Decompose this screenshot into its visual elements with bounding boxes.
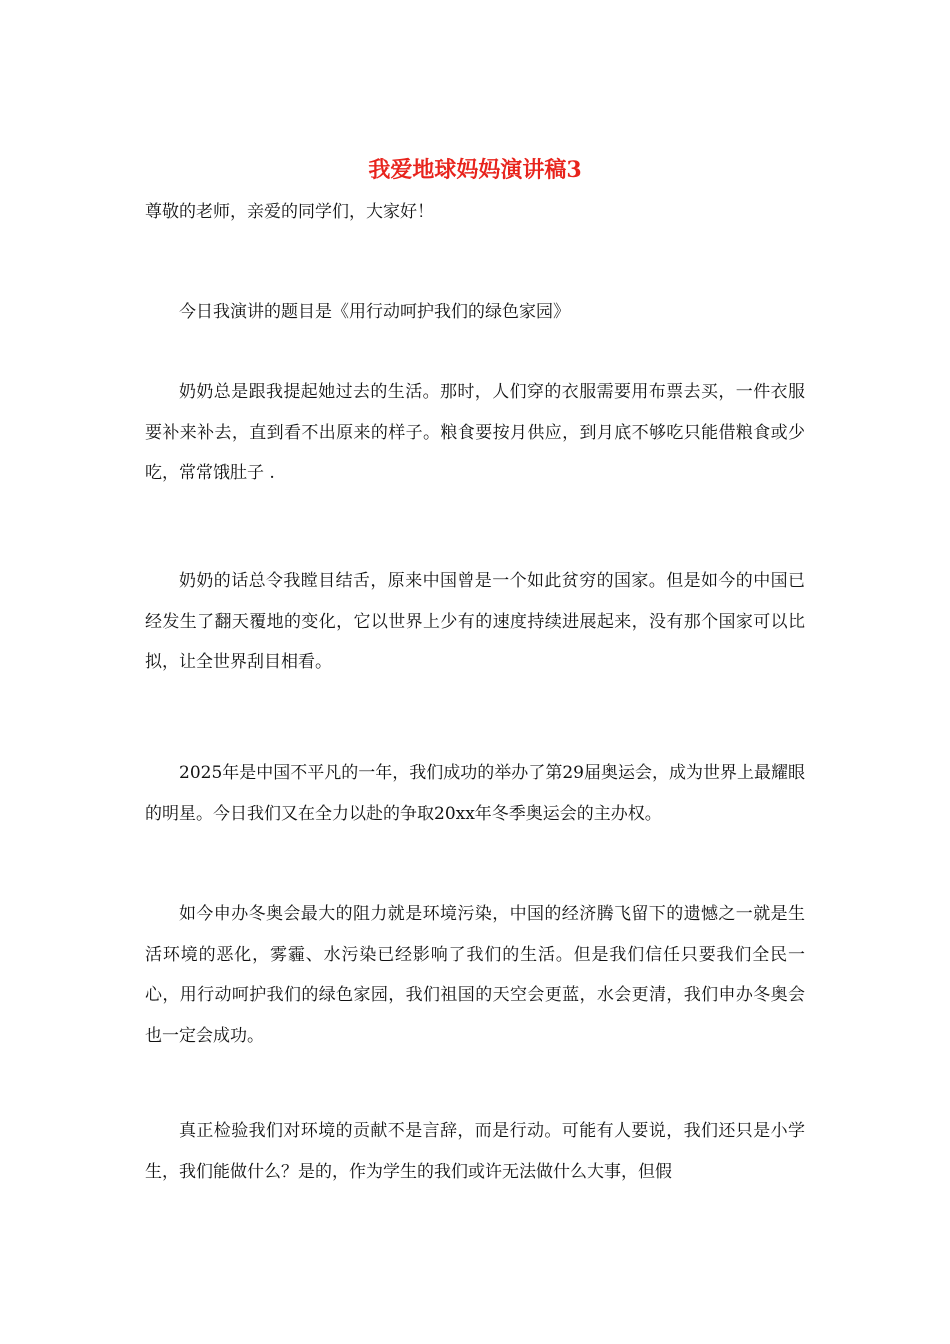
paragraph-pollution: 如今申办冬奥会最大的阻力就是环境污染，中国的经济腾飞留下的遗憾之一就是生活环境的恶化，雾霾、水污染已经影响了我们的生活。但是我们信任只要我们全民一心，用行动呵护我们的绿色家园，我们祖国的天空会更蓝，水会更清，我们申办冬奥会也一定会成功。 bbox=[145, 904, 805, 1046]
greeting-line: 尊敬的老师，亲爱的同学们，大家好！ bbox=[145, 202, 434, 222]
paragraph-china-change: 奶奶的话总令我瞠目结舌，原来中国曾是一个如此贫穷的国家。但是如今的中国已经发生了翻天覆地的变化，它以世界上少有的速度持续进展起来，没有那个国家可以比拟，让全世界刮目相看。 bbox=[145, 571, 805, 672]
paragraph-speech-topic: 今日我演讲的题目是《用行动呵护我们的绿色家园》 bbox=[179, 302, 570, 322]
paragraph-grandma-past: 奶奶总是跟我提起她过去的生活。那时，人们穿的衣服需要用布票去买，一件衣服要补来补去，直到看不出原来的样子。粮食要按月供应，到月底不够吃只能借粮食或少吃，常常饿肚子 . bbox=[145, 382, 805, 483]
paragraph-olympics: 2025年是中国不平凡的一年，我们成功的举办了第29届奥运会，成为世界上最耀眼的明星。今日我们又在全力以赴的争取20xx年冬季奥运会的主办权。 bbox=[145, 763, 805, 824]
document-title: 我爱地球妈妈演讲稿3 bbox=[368, 157, 582, 183]
paragraph-action: 真正检验我们对环境的贡献不是言辞，而是行动。可能有人要说，我们还只是小学生，我们能做什么？是的，作为学生的我们或许无法做什么大事，但假 bbox=[145, 1121, 805, 1182]
